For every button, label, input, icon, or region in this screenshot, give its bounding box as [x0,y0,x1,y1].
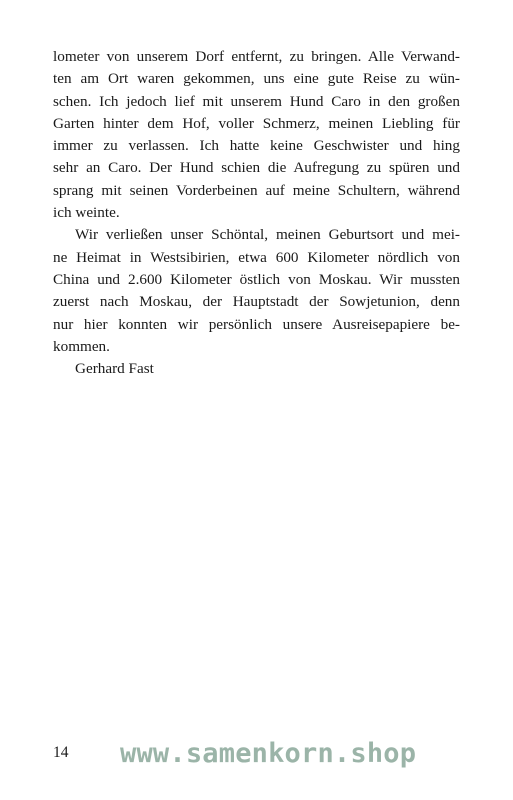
body-text [53,46,460,380]
text-line: ich weinte. [53,204,120,222]
text-line: Garten hinter dem Hof, voller Schmerz, meinen Liebling für [53,114,460,132]
text-line: ten am Ort waren gekommen, uns eine gute Reise zu wün- [53,70,460,88]
text-line: Wir verließen unser Schöntal, meinen Geburtsort und mei- [75,226,460,244]
text-line: sprang mit seinen Vorderbeinen auf meine Schultern, während [53,181,460,199]
text-line: China und 2.600 Kilometer östlich von Moskau. Wir mussten [53,270,460,288]
watermark: www.samenkorn.shop [120,738,417,769]
text-line: lometer von unserem Dorf entfernt, zu bringen. Alle Verwand- [53,48,460,65]
author-signature: Gerhard Fast [75,360,154,378]
page-number: 14 [53,744,69,761]
text-line: kommen. [53,337,110,355]
text-line: ne Heimat in Westsibirien, etwa 600 Kilometer nördlich von [53,248,460,266]
text-line: schen. Ich jedoch lief mit unserem Hund Caro in den großen [53,92,460,110]
text-line: zuerst nach Moskau, der Hauptstadt der Sowjetunion, denn [53,293,460,311]
text-line: sehr an Caro. Der Hund schien die Aufregung zu spüren und [53,159,460,177]
text-line: immer zu verlassen. Ich hatte keine Geschwister und hing [53,137,460,155]
text-line: nur hier konnten wir persönlich unsere Ausreisepapiere be- [53,315,460,333]
